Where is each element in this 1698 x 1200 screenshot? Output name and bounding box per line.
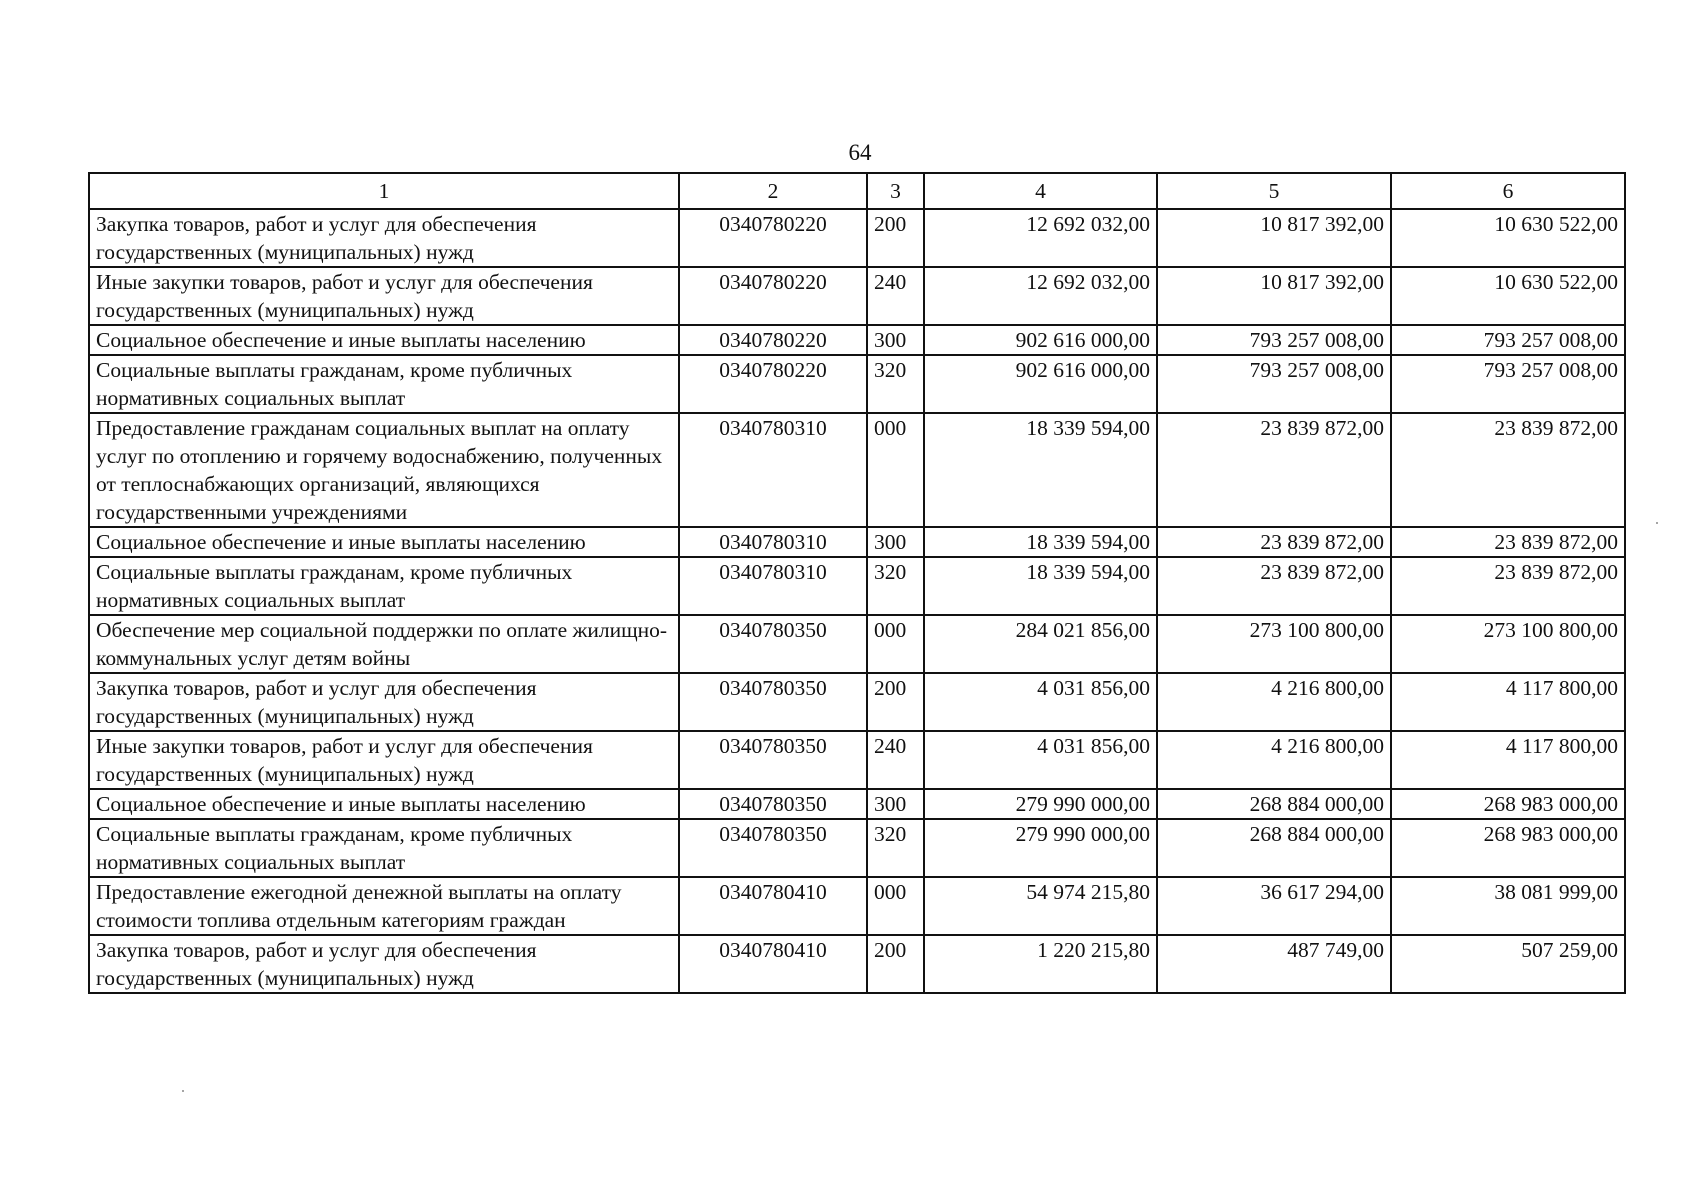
row-name: Предоставление гражданам социальных выплат на оплату услуг по отоплению и горячему водоснабжению, полученных от теплоснабжающих организаций, являющихся государственными учреждениями: [89, 413, 679, 527]
row-amount-5: 273 100 800,00: [1157, 615, 1391, 673]
row-code: 0340780220: [679, 209, 867, 267]
table-row: [89, 877, 1625, 935]
row-amount-6: 507 259,00: [1391, 935, 1625, 993]
row-type: 300: [867, 527, 924, 557]
row-amount-4: 902 616 000,00: [924, 355, 1157, 413]
row-amount-5: 4 216 800,00: [1157, 731, 1391, 789]
table-row: [89, 527, 1625, 557]
table-row: [89, 615, 1625, 673]
row-name: Предоставление ежегодной денежной выплаты на оплату стоимости топлива отдельным категориям граждан: [89, 877, 679, 935]
row-code: 0340780310: [679, 413, 867, 527]
row-amount-4: 284 021 856,00: [924, 615, 1157, 673]
budget-table: [88, 172, 1626, 994]
table-row: [89, 413, 1625, 527]
column-header: 1: [89, 173, 679, 209]
row-name: Закупка товаров, работ и услуг для обеспечения государственных (муниципальных) нужд: [89, 209, 679, 267]
table-row: [89, 819, 1625, 877]
row-type: 200: [867, 209, 924, 267]
table-row: [89, 209, 1625, 267]
row-amount-6: 4 117 800,00: [1391, 731, 1625, 789]
row-amount-4: 18 339 594,00: [924, 527, 1157, 557]
row-type: 240: [867, 731, 924, 789]
table-row: [89, 731, 1625, 789]
row-code: 0340780220: [679, 267, 867, 325]
row-code: 0340780350: [679, 731, 867, 789]
row-name: Социальное обеспечение и иные выплаты населению: [89, 325, 679, 355]
row-type: 200: [867, 673, 924, 731]
table-row: [89, 935, 1625, 993]
row-amount-5: 268 884 000,00: [1157, 819, 1391, 877]
row-type: 320: [867, 355, 924, 413]
row-amount-6: 23 839 872,00: [1391, 413, 1625, 527]
row-amount-5: 4 216 800,00: [1157, 673, 1391, 731]
row-name: Закупка товаров, работ и услуг для обеспечения государственных (муниципальных) нужд: [89, 673, 679, 731]
row-type: 240: [867, 267, 924, 325]
row-amount-4: 18 339 594,00: [924, 413, 1157, 527]
row-type: 200: [867, 935, 924, 993]
row-name: Закупка товаров, работ и услуг для обеспечения государственных (муниципальных) нужд: [89, 935, 679, 993]
scan-speck: [182, 1090, 184, 1092]
row-name: Обеспечение мер социальной поддержки по оплате жилищно-коммунальных услуг детям войны: [89, 615, 679, 673]
row-code: 0340780220: [679, 355, 867, 413]
row-type: 320: [867, 557, 924, 615]
column-header: 5: [1157, 173, 1391, 209]
row-type: 000: [867, 413, 924, 527]
row-amount-4: 4 031 856,00: [924, 673, 1157, 731]
row-amount-5: 10 817 392,00: [1157, 209, 1391, 267]
row-code: 0340780310: [679, 527, 867, 557]
row-amount-6: 793 257 008,00: [1391, 325, 1625, 355]
row-code: 0340780410: [679, 935, 867, 993]
row-amount-6: 23 839 872,00: [1391, 527, 1625, 557]
row-type: 000: [867, 877, 924, 935]
row-type: 300: [867, 789, 924, 819]
row-amount-4: 18 339 594,00: [924, 557, 1157, 615]
scan-speck: [1656, 522, 1658, 524]
row-amount-6: 268 983 000,00: [1391, 819, 1625, 877]
row-code: 0340780350: [679, 819, 867, 877]
row-amount-5: 268 884 000,00: [1157, 789, 1391, 819]
row-amount-5: 36 617 294,00: [1157, 877, 1391, 935]
row-amount-5: 793 257 008,00: [1157, 325, 1391, 355]
table-row: [89, 325, 1625, 355]
row-amount-4: 54 974 215,80: [924, 877, 1157, 935]
row-name: Социальные выплаты гражданам, кроме публичных нормативных социальных выплат: [89, 819, 679, 877]
column-header: 4: [924, 173, 1157, 209]
row-amount-6: 10 630 522,00: [1391, 267, 1625, 325]
row-amount-6: 4 117 800,00: [1391, 673, 1625, 731]
row-code: 0340780310: [679, 557, 867, 615]
table-row: [89, 355, 1625, 413]
row-amount-4: 1 220 215,80: [924, 935, 1157, 993]
row-code: 0340780350: [679, 789, 867, 819]
row-amount-5: 487 749,00: [1157, 935, 1391, 993]
row-type: 000: [867, 615, 924, 673]
row-amount-4: 4 031 856,00: [924, 731, 1157, 789]
row-amount-4: 902 616 000,00: [924, 325, 1157, 355]
row-amount-4: 12 692 032,00: [924, 209, 1157, 267]
row-amount-5: 23 839 872,00: [1157, 557, 1391, 615]
row-amount-6: 10 630 522,00: [1391, 209, 1625, 267]
row-type: 300: [867, 325, 924, 355]
row-type: 320: [867, 819, 924, 877]
row-name: Социальное обеспечение и иные выплаты населению: [89, 789, 679, 819]
row-amount-5: 793 257 008,00: [1157, 355, 1391, 413]
column-header: 3: [867, 173, 924, 209]
table-row: [89, 673, 1625, 731]
row-amount-5: 23 839 872,00: [1157, 413, 1391, 527]
table-row: [89, 789, 1625, 819]
table-row: [89, 267, 1625, 325]
column-header: 6: [1391, 173, 1625, 209]
row-code: 0340780220: [679, 325, 867, 355]
row-amount-6: 268 983 000,00: [1391, 789, 1625, 819]
row-amount-5: 23 839 872,00: [1157, 527, 1391, 557]
page-number: 64: [848, 140, 872, 165]
row-amount-6: 38 081 999,00: [1391, 877, 1625, 935]
table-header-row: [89, 173, 1625, 209]
row-code: 0340780350: [679, 615, 867, 673]
row-name: Иные закупки товаров, работ и услуг для обеспечения государственных (муниципальных) нужд: [89, 267, 679, 325]
row-code: 0340780410: [679, 877, 867, 935]
row-amount-6: 23 839 872,00: [1391, 557, 1625, 615]
row-code: 0340780350: [679, 673, 867, 731]
row-name: Социальные выплаты гражданам, кроме публичных нормативных социальных выплат: [89, 355, 679, 413]
row-name: Иные закупки товаров, работ и услуг для обеспечения государственных (муниципальных) нужд: [89, 731, 679, 789]
row-amount-6: 273 100 800,00: [1391, 615, 1625, 673]
row-amount-4: 279 990 000,00: [924, 819, 1157, 877]
row-amount-5: 10 817 392,00: [1157, 267, 1391, 325]
row-name: Социальные выплаты гражданам, кроме публичных нормативных социальных выплат: [89, 557, 679, 615]
column-header: 2: [679, 173, 867, 209]
row-amount-4: 12 692 032,00: [924, 267, 1157, 325]
row-amount-4: 279 990 000,00: [924, 789, 1157, 819]
table-row: [89, 557, 1625, 615]
row-name: Социальное обеспечение и иные выплаты населению: [89, 527, 679, 557]
row-amount-6: 793 257 008,00: [1391, 355, 1625, 413]
